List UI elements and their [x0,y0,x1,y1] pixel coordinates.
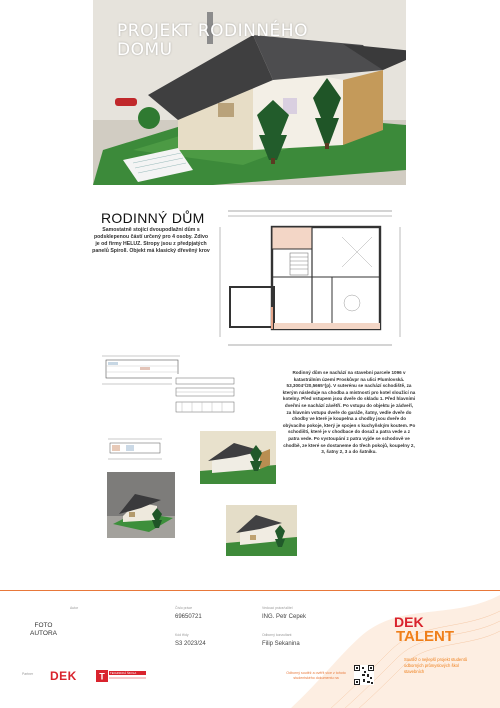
class-value: S3 2023/24 [175,641,206,647]
section-drawing [100,352,183,388]
model-photo-1 [200,431,276,484]
hero-photo [93,0,406,185]
model-photo-2 [107,472,175,538]
consultant-caption: Odborný konzultant [262,633,292,637]
partner-caption: Partner [22,672,34,676]
hero-title-line-2: DOMU [117,40,173,60]
teacher-caption: Vedoucí práce/učitel [262,606,293,610]
dek-logo: DEK [50,669,77,683]
work-id-value: 69650721 [175,614,202,620]
dek-talent-logo-bottom: TALENT [396,628,455,645]
site-drawing [106,435,164,463]
description-text: Rodinný dům se nachází na stavební parcele 1096 v katastrálním území Proskůvpr na ulici Plumlovská. 53,3004°/20,5665°(p). V suterénu se nachází schodiště, za kterým následuje na chodba a místnosti pro kotel sloužící na kotelny. Před vstupem jsou dveře do skladu 1. Před hlavními dveřmi se nachází závětří. Po vstupu do objektu je zádveří, za hlavním vstupu dveře do garáže, šatny, vedle dveře do chodby ve které je koupelna a chodby jsou dveře do obývacího pokoje, který je spojen s kuchyňským koutem. Po schodišti, které je v chodbace do dosaž a patra vede a z patra vede. Po vystoupání z patra vyjde se schodově ve chodbě, ze které se dostaneme do třech pokojů, koupelny 2, 3, šatny 2, 3 a do šatníku. [282,370,416,455]
hero-title-line-1: PROJEKT RODINNÉHO [117,21,308,41]
author-photo-placeholder [30,622,57,638]
floor-plan-drawing [212,207,408,353]
hero-title [117,22,308,60]
document-title: RODINNÝ DŮM [101,210,205,226]
foto-label-line-1: FOTO [34,622,53,629]
work-id-caption: Číslo práce [175,606,193,610]
qr-code[interactable] [354,665,374,685]
teacher-value: ING. Petr Cepek [262,614,307,620]
class-caption: Kód třídy [175,633,189,637]
consultant-value: Filip Sekanina [262,641,300,647]
model-photo-3 [226,505,297,556]
author-caption: Autor [70,606,79,610]
dek-talent-description: Soutěž o nejlepší projekt studentů odborných průmyslových škol stavebních [404,657,468,674]
technical-school-logo [96,670,148,682]
svg-text:T: T [99,671,105,682]
dek-talent-logo-top: DEK [394,614,424,630]
footer-note: Odborný soutěž a ověřit více z tohoto studentského dokumentu na [286,671,346,680]
detail-drawing [172,374,238,420]
technical-school-name: TECHNICKÁ ŠKOLA [110,671,137,676]
intro-text: Samostatně stojící dvoupodlažní dům s podsklepenou částí určený pro 4 osoby. Zdivo je od firmy HELUZ. Stropy jsou z předpjatých panelů Spiroll. Objekt má klasický dřevěný krov [92,227,210,254]
foto-label-line-2: AUTORA [30,630,57,637]
